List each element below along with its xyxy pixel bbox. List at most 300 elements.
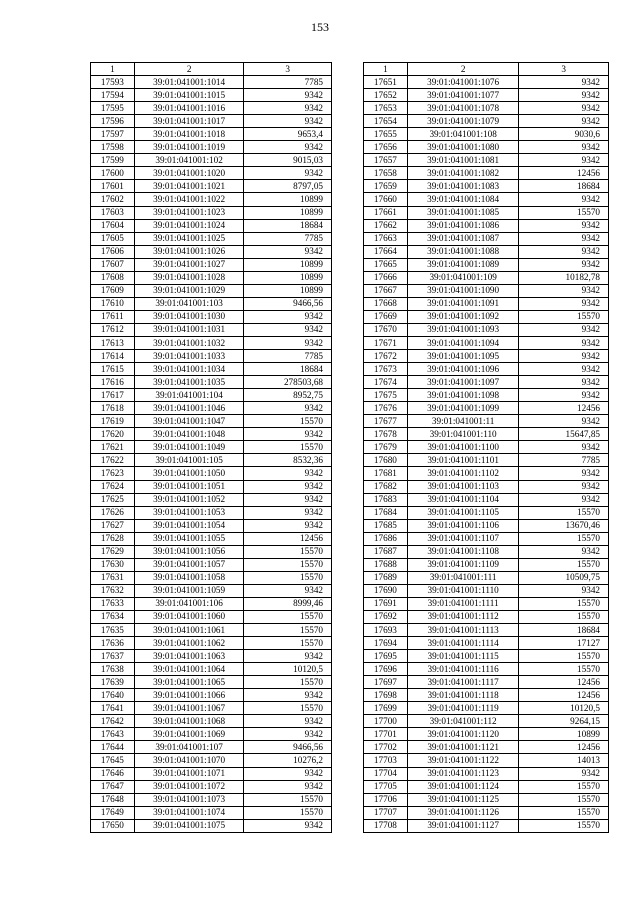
table-row xyxy=(91,545,332,558)
row-number-cell: 17623 xyxy=(91,467,135,480)
cadastral-number-cell: 39:01:041001:1122 xyxy=(407,754,519,767)
cadastral-number-cell: 39:01:041001:111 xyxy=(407,571,519,584)
row-number-cell: 17629 xyxy=(91,545,135,558)
value-cell: 9264,15 xyxy=(519,715,609,728)
row-number-cell: 17661 xyxy=(364,206,408,219)
row-number-cell: 17703 xyxy=(364,754,408,767)
cadastral-number-cell: 39:01:041001:1081 xyxy=(407,154,519,167)
row-number-cell: 17649 xyxy=(91,806,135,819)
table-row xyxy=(91,454,332,467)
value-cell: 10899 xyxy=(244,271,332,284)
value-cell: 10899 xyxy=(244,206,332,219)
value-cell: 9342 xyxy=(519,389,609,402)
table-row xyxy=(91,402,332,415)
table-row xyxy=(364,180,609,193)
row-number-cell: 17658 xyxy=(364,167,408,180)
cadastral-number-cell: 39:01:041001:105 xyxy=(134,454,244,467)
row-number-cell: 17670 xyxy=(364,323,408,336)
value-cell: 9342 xyxy=(519,323,609,336)
row-number-cell: 17688 xyxy=(364,558,408,571)
row-number-cell: 17610 xyxy=(91,297,135,310)
table-row xyxy=(91,467,332,480)
row-number-cell: 17616 xyxy=(91,376,135,389)
table-row xyxy=(91,350,332,363)
row-number-cell: 17684 xyxy=(364,506,408,519)
cadastral-number-cell: 39:01:041001:104 xyxy=(134,389,244,402)
value-cell: 15570 xyxy=(519,597,609,610)
table-row xyxy=(364,819,609,832)
cadastral-number-cell: 39:01:041001:1090 xyxy=(407,284,519,297)
table-row xyxy=(91,428,332,441)
value-cell: 12456 xyxy=(519,741,609,754)
cadastral-number-cell: 39:01:041001:1086 xyxy=(407,219,519,232)
value-cell: 12456 xyxy=(519,167,609,180)
table-row xyxy=(364,128,609,141)
row-number-cell: 17639 xyxy=(91,676,135,689)
cadastral-number-cell: 39:01:041001:1100 xyxy=(407,441,519,454)
row-number-cell: 17609 xyxy=(91,284,135,297)
row-number-cell: 17701 xyxy=(364,728,408,741)
table-row xyxy=(91,297,332,310)
cadastral-number-cell: 39:01:041001:1085 xyxy=(407,206,519,219)
row-number-cell: 17659 xyxy=(364,180,408,193)
table-row xyxy=(91,506,332,519)
row-number-cell: 17676 xyxy=(364,402,408,415)
table-row xyxy=(364,597,609,610)
table-row xyxy=(364,258,609,271)
table-row xyxy=(364,545,609,558)
row-number-cell: 17624 xyxy=(91,480,135,493)
row-number-cell: 17614 xyxy=(91,350,135,363)
row-number-cell: 17633 xyxy=(91,597,135,610)
value-cell: 9342 xyxy=(244,689,332,702)
value-cell: 9342 xyxy=(244,715,332,728)
column-header: 3 xyxy=(244,63,332,76)
table-row xyxy=(364,428,609,441)
cadastral-number-cell: 39:01:041001:1026 xyxy=(134,245,244,258)
row-number-cell: 17641 xyxy=(91,702,135,715)
value-cell: 15570 xyxy=(244,702,332,715)
table-row xyxy=(364,650,609,663)
cadastral-number-cell: 39:01:041001:1064 xyxy=(134,663,244,676)
row-number-cell: 17671 xyxy=(364,336,408,349)
value-cell: 9342 xyxy=(244,115,332,128)
value-cell: 8532,36 xyxy=(244,454,332,467)
table-row xyxy=(364,284,609,297)
table-header-row xyxy=(91,63,332,76)
cadastral-number-cell: 39:01:041001:1123 xyxy=(407,767,519,780)
row-number-cell: 17651 xyxy=(364,76,408,89)
row-number-cell: 17608 xyxy=(91,271,135,284)
cadastral-number-cell: 39:01:041001:1082 xyxy=(407,167,519,180)
row-number-cell: 17698 xyxy=(364,689,408,702)
value-cell: 10899 xyxy=(244,193,332,206)
row-number-cell: 17631 xyxy=(91,571,135,584)
column-header: 3 xyxy=(519,63,609,76)
value-cell: 15570 xyxy=(244,624,332,637)
row-number-cell: 17656 xyxy=(364,141,408,154)
table-row xyxy=(91,637,332,650)
cadastral-number-cell: 39:01:041001:1015 xyxy=(134,89,244,102)
row-number-cell: 17677 xyxy=(364,415,408,428)
row-number-cell: 17636 xyxy=(91,637,135,650)
row-number-cell: 17695 xyxy=(364,650,408,663)
cadastral-number-cell: 39:01:041001:1032 xyxy=(134,336,244,349)
cadastral-number-cell: 39:01:041001:1109 xyxy=(407,558,519,571)
row-number-cell: 17611 xyxy=(91,310,135,323)
row-number-cell: 17630 xyxy=(91,558,135,571)
row-number-cell: 17683 xyxy=(364,493,408,506)
table-row xyxy=(91,689,332,702)
value-cell: 9015,03 xyxy=(244,154,332,167)
row-number-cell: 17599 xyxy=(91,154,135,167)
cadastral-number-cell: 39:01:041001:1088 xyxy=(407,245,519,258)
table-row xyxy=(91,245,332,258)
table-row xyxy=(364,415,609,428)
row-number-cell: 17672 xyxy=(364,350,408,363)
cadastral-number-cell: 39:01:041001:1052 xyxy=(134,493,244,506)
table-row xyxy=(91,780,332,793)
cadastral-number-cell: 39:01:041001:1025 xyxy=(134,232,244,245)
row-number-cell: 17597 xyxy=(91,128,135,141)
cadastral-number-cell: 39:01:041001:1056 xyxy=(134,545,244,558)
cadastral-number-cell: 39:01:041001:1121 xyxy=(407,741,519,754)
value-cell: 278503,68 xyxy=(244,376,332,389)
cadastral-number-cell: 39:01:041001:1079 xyxy=(407,115,519,128)
row-number-cell: 17637 xyxy=(91,650,135,663)
value-cell: 18684 xyxy=(244,219,332,232)
table-row xyxy=(91,128,332,141)
cadastral-number-cell: 39:01:041001:1094 xyxy=(407,336,519,349)
table-row xyxy=(91,532,332,545)
cadastral-number-cell: 39:01:041001:1065 xyxy=(134,676,244,689)
value-cell: 9342 xyxy=(519,467,609,480)
value-cell: 15570 xyxy=(244,441,332,454)
value-cell: 15570 xyxy=(244,676,332,689)
value-cell: 7785 xyxy=(519,454,609,467)
row-number-cell: 17708 xyxy=(364,819,408,832)
table-row xyxy=(91,584,332,597)
table-row xyxy=(364,767,609,780)
table-row xyxy=(364,702,609,715)
row-number-cell: 17706 xyxy=(364,793,408,806)
cadastral-number-cell: 39:01:041001:1105 xyxy=(407,506,519,519)
table-row xyxy=(91,715,332,728)
value-cell: 9342 xyxy=(244,493,332,506)
row-number-cell: 17666 xyxy=(364,271,408,284)
value-cell: 15570 xyxy=(244,571,332,584)
value-cell: 10899 xyxy=(519,728,609,741)
cadastral-number-cell: 39:01:041001:1022 xyxy=(134,193,244,206)
cadastral-number-cell: 39:01:041001:1084 xyxy=(407,193,519,206)
cadastral-number-cell: 39:01:041001:1078 xyxy=(407,102,519,115)
table-row xyxy=(364,310,609,323)
value-cell: 15570 xyxy=(519,506,609,519)
value-cell: 14013 xyxy=(519,754,609,767)
row-number-cell: 17621 xyxy=(91,441,135,454)
value-cell: 9342 xyxy=(244,584,332,597)
value-cell: 12456 xyxy=(519,402,609,415)
row-number-cell: 17606 xyxy=(91,245,135,258)
row-number-cell: 17689 xyxy=(364,571,408,584)
value-cell: 9342 xyxy=(519,336,609,349)
row-number-cell: 17704 xyxy=(364,767,408,780)
cadastral-number-cell: 39:01:041001:1092 xyxy=(407,310,519,323)
row-number-cell: 17705 xyxy=(364,780,408,793)
row-number-cell: 17690 xyxy=(364,584,408,597)
value-cell: 9342 xyxy=(519,376,609,389)
row-number-cell: 17626 xyxy=(91,506,135,519)
value-cell: 7785 xyxy=(244,350,332,363)
table-row xyxy=(91,793,332,806)
row-number-cell: 17685 xyxy=(364,519,408,532)
cadastral-number-cell: 39:01:041001:1019 xyxy=(134,141,244,154)
row-number-cell: 17664 xyxy=(364,245,408,258)
value-cell: 10899 xyxy=(244,284,332,297)
row-number-cell: 17596 xyxy=(91,115,135,128)
cadastral-number-cell: 39:01:041001:1091 xyxy=(407,297,519,310)
row-number-cell: 17620 xyxy=(91,428,135,441)
row-number-cell: 17652 xyxy=(364,89,408,102)
row-number-cell: 17644 xyxy=(91,741,135,754)
table-row xyxy=(364,89,609,102)
cadastral-number-cell: 39:01:041001:1074 xyxy=(134,806,244,819)
table-row xyxy=(91,663,332,676)
value-cell: 9342 xyxy=(519,767,609,780)
row-number-cell: 17686 xyxy=(364,532,408,545)
cadastral-number-cell: 39:01:041001:1106 xyxy=(407,519,519,532)
cadastral-number-cell: 39:01:041001:1023 xyxy=(134,206,244,219)
cadastral-number-cell: 39:01:041001:1066 xyxy=(134,689,244,702)
row-number-cell: 17679 xyxy=(364,441,408,454)
cadastral-number-cell: 39:01:041001:1014 xyxy=(134,76,244,89)
value-cell: 9342 xyxy=(519,493,609,506)
table-row xyxy=(364,806,609,819)
data-table-right xyxy=(363,62,609,833)
value-cell: 9030,6 xyxy=(519,128,609,141)
row-number-cell: 17594 xyxy=(91,89,135,102)
cadastral-number-cell: 39:01:041001:1034 xyxy=(134,363,244,376)
row-number-cell: 17627 xyxy=(91,519,135,532)
row-number-cell: 17674 xyxy=(364,376,408,389)
cadastral-number-cell: 39:01:041001:103 xyxy=(134,297,244,310)
row-number-cell: 17691 xyxy=(364,597,408,610)
row-number-cell: 17605 xyxy=(91,232,135,245)
cadastral-number-cell: 39:01:041001:102 xyxy=(134,154,244,167)
column-header: 1 xyxy=(91,63,135,76)
cadastral-number-cell: 39:01:041001:1072 xyxy=(134,780,244,793)
value-cell: 9342 xyxy=(519,441,609,454)
table-row xyxy=(91,141,332,154)
value-cell: 12456 xyxy=(519,676,609,689)
value-cell: 9342 xyxy=(244,650,332,663)
row-number-cell: 17612 xyxy=(91,323,135,336)
table-row xyxy=(364,141,609,154)
row-number-cell: 17675 xyxy=(364,389,408,402)
row-number-cell: 17702 xyxy=(364,741,408,754)
row-number-cell: 17696 xyxy=(364,663,408,676)
table-row xyxy=(91,519,332,532)
table-row xyxy=(91,310,332,323)
cadastral-number-cell: 39:01:041001:1116 xyxy=(407,663,519,676)
cadastral-number-cell: 39:01:041001:1073 xyxy=(134,793,244,806)
value-cell: 18684 xyxy=(519,624,609,637)
row-number-cell: 17643 xyxy=(91,728,135,741)
row-number-cell: 17648 xyxy=(91,793,135,806)
cadastral-number-cell: 39:01:041001:108 xyxy=(407,128,519,141)
table-row xyxy=(91,284,332,297)
row-number-cell: 17647 xyxy=(91,780,135,793)
table-row xyxy=(91,219,332,232)
value-cell: 17127 xyxy=(519,637,609,650)
value-cell: 15570 xyxy=(244,610,332,623)
value-cell: 15570 xyxy=(244,637,332,650)
row-number-cell: 17657 xyxy=(364,154,408,167)
cadastral-number-cell: 39:01:041001:1028 xyxy=(134,271,244,284)
row-number-cell: 17667 xyxy=(364,284,408,297)
cadastral-number-cell: 39:01:041001:1127 xyxy=(407,819,519,832)
value-cell: 15570 xyxy=(519,610,609,623)
value-cell: 9342 xyxy=(519,141,609,154)
table-row xyxy=(364,506,609,519)
table-row xyxy=(91,741,332,754)
table-row xyxy=(364,271,609,284)
table-row xyxy=(364,689,609,702)
value-cell: 9342 xyxy=(244,402,332,415)
table-row xyxy=(91,323,332,336)
table-row xyxy=(91,258,332,271)
cadastral-number-cell: 39:01:041001:1111 xyxy=(407,597,519,610)
cadastral-number-cell: 39:01:041001:1101 xyxy=(407,454,519,467)
table-row xyxy=(91,76,332,89)
cadastral-number-cell: 39:01:041001:1107 xyxy=(407,532,519,545)
cadastral-number-cell: 39:01:041001:1058 xyxy=(134,571,244,584)
value-cell: 9342 xyxy=(519,219,609,232)
table-row xyxy=(364,584,609,597)
row-number-cell: 17660 xyxy=(364,193,408,206)
row-number-cell: 17603 xyxy=(91,206,135,219)
value-cell: 9342 xyxy=(244,506,332,519)
value-cell: 15570 xyxy=(519,793,609,806)
table-row xyxy=(364,637,609,650)
table-row xyxy=(364,663,609,676)
table-row xyxy=(91,624,332,637)
cadastral-number-cell: 39:01:041001:1115 xyxy=(407,650,519,663)
row-number-cell: 17655 xyxy=(364,128,408,141)
cadastral-number-cell: 39:01:041001:1076 xyxy=(407,76,519,89)
cadastral-number-cell: 39:01:041001:1108 xyxy=(407,545,519,558)
table-row xyxy=(91,676,332,689)
cadastral-number-cell: 39:01:041001:1029 xyxy=(134,284,244,297)
value-cell: 10276,2 xyxy=(244,754,332,767)
value-cell: 15570 xyxy=(519,558,609,571)
value-cell: 15570 xyxy=(244,558,332,571)
table-row xyxy=(364,76,609,89)
value-cell: 9342 xyxy=(244,310,332,323)
value-cell: 8797,05 xyxy=(244,180,332,193)
value-cell: 9342 xyxy=(244,480,332,493)
cadastral-number-cell: 39:01:041001:1067 xyxy=(134,702,244,715)
table-row xyxy=(364,102,609,115)
cadastral-number-cell: 39:01:041001:1035 xyxy=(134,376,244,389)
cadastral-number-cell: 39:01:041001:1018 xyxy=(134,128,244,141)
cadastral-number-cell: 39:01:041001:1024 xyxy=(134,219,244,232)
table-row xyxy=(91,493,332,506)
value-cell: 15570 xyxy=(519,780,609,793)
cadastral-number-cell: 39:01:041001:1089 xyxy=(407,258,519,271)
table-row xyxy=(91,102,332,115)
value-cell: 9342 xyxy=(519,115,609,128)
cadastral-number-cell: 39:01:041001:106 xyxy=(134,597,244,610)
value-cell: 18684 xyxy=(244,363,332,376)
table-row xyxy=(91,819,332,832)
table-row xyxy=(364,376,609,389)
cadastral-number-cell: 39:01:041001:112 xyxy=(407,715,519,728)
row-number-cell: 17642 xyxy=(91,715,135,728)
value-cell: 10120,5 xyxy=(519,702,609,715)
row-number-cell: 17654 xyxy=(364,115,408,128)
cadastral-number-cell: 39:01:041001:1057 xyxy=(134,558,244,571)
cadastral-number-cell: 39:01:041001:1059 xyxy=(134,584,244,597)
value-cell: 15570 xyxy=(244,806,332,819)
table-row xyxy=(91,180,332,193)
cadastral-number-cell: 39:01:041001:1102 xyxy=(407,467,519,480)
table-row xyxy=(91,89,332,102)
table-row xyxy=(364,206,609,219)
cadastral-number-cell: 39:01:041001:1061 xyxy=(134,624,244,637)
value-cell: 9466,56 xyxy=(244,741,332,754)
table-row xyxy=(364,441,609,454)
cadastral-number-cell: 39:01:041001:1099 xyxy=(407,402,519,415)
table-row xyxy=(364,715,609,728)
cadastral-number-cell: 39:01:041001:1118 xyxy=(407,689,519,702)
value-cell: 15570 xyxy=(519,650,609,663)
value-cell: 9342 xyxy=(244,728,332,741)
table-row xyxy=(364,323,609,336)
cadastral-number-cell: 39:01:041001:1050 xyxy=(134,467,244,480)
cadastral-number-cell: 39:01:041001:1031 xyxy=(134,323,244,336)
table-row xyxy=(364,480,609,493)
value-cell: 10182,78 xyxy=(519,271,609,284)
table-row xyxy=(364,754,609,767)
table-row xyxy=(364,402,609,415)
row-number-cell: 17693 xyxy=(364,624,408,637)
row-number-cell: 17613 xyxy=(91,336,135,349)
cadastral-number-cell: 39:01:041001:1071 xyxy=(134,767,244,780)
table-row xyxy=(91,571,332,584)
value-cell: 9342 xyxy=(519,480,609,493)
row-number-cell: 17707 xyxy=(364,806,408,819)
row-number-cell: 17687 xyxy=(364,545,408,558)
value-cell: 9466,56 xyxy=(244,297,332,310)
row-number-cell: 17681 xyxy=(364,467,408,480)
value-cell: 9342 xyxy=(519,154,609,167)
value-cell: 9342 xyxy=(519,297,609,310)
table-row xyxy=(364,610,609,623)
table-row xyxy=(91,193,332,206)
cadastral-number-cell: 39:01:041001:1021 xyxy=(134,180,244,193)
row-number-cell: 17638 xyxy=(91,663,135,676)
row-number-cell: 17615 xyxy=(91,363,135,376)
value-cell: 9342 xyxy=(244,141,332,154)
value-cell: 15647,85 xyxy=(519,428,609,441)
value-cell: 9342 xyxy=(519,415,609,428)
table-row xyxy=(364,232,609,245)
cadastral-number-cell: 39:01:041001:1103 xyxy=(407,480,519,493)
value-cell: 10509,75 xyxy=(519,571,609,584)
value-cell: 9342 xyxy=(244,467,332,480)
cadastral-number-cell: 39:01:041001:1030 xyxy=(134,310,244,323)
